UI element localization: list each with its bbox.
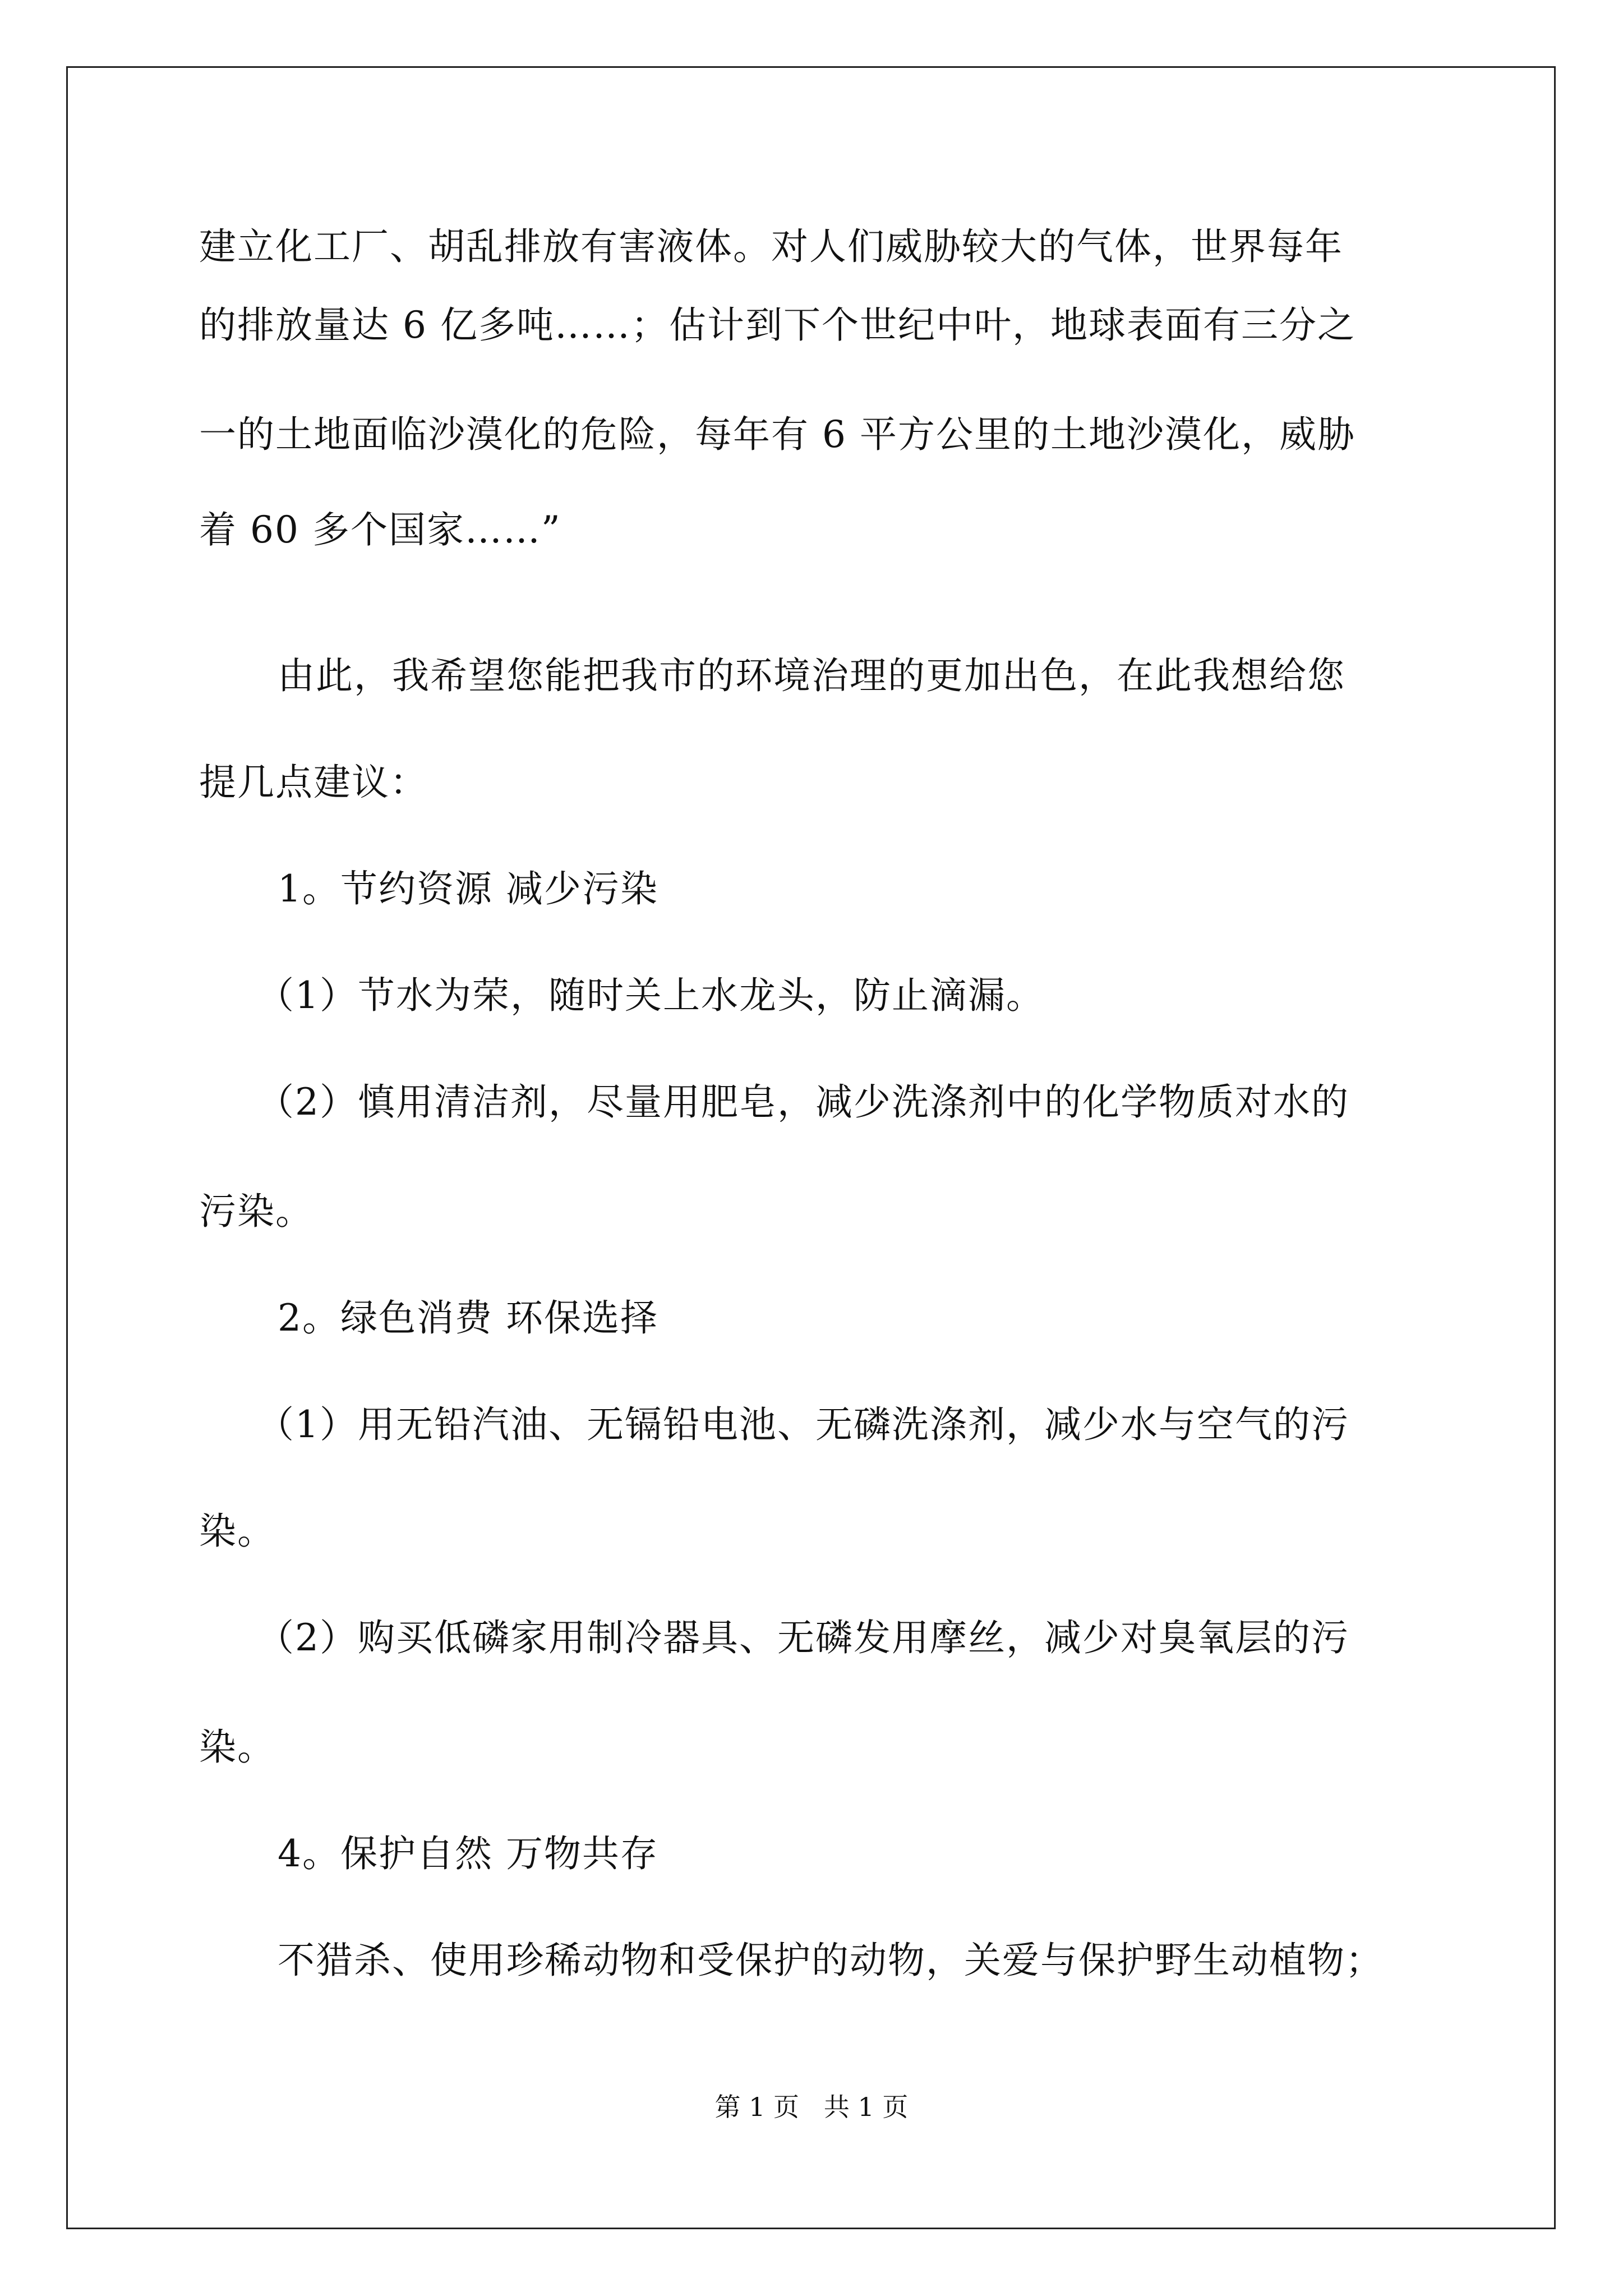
list-item-continuation: 染。 [199,1510,275,1553]
paragraph-line: 不猎杀、使用珍稀动物和受保护的动物，关爱与保护野生动植物； [278,1939,1384,1982]
body-text-line: 建立化工厂、胡乱排放有害液体。对人们威胁较大的气体，世界每年 [199,225,1343,268]
list-item: （1）节水为荣，随时关上水龙头，防止滴漏。 [257,974,1044,1017]
section-heading: 1。节约资源 减少污染 [278,867,658,910]
list-item-continuation: 染。 [199,1726,275,1769]
section-heading: 4。保护自然 万物共存 [278,1832,658,1875]
list-item: （1）用无铅汽油、无镉铅电池、无磷洗涤剂，减少水与空气的污 [257,1403,1349,1446]
list-item-continuation: 污染。 [199,1190,313,1233]
paragraph-line: 提几点建议： [199,761,428,804]
section-heading: 2。绿色消费 环保选择 [278,1296,658,1340]
body-text-line: 一的土地面临沙漠化的危险，每年有 6 平方公里的土地沙漠化，威胁 [199,413,1355,456]
body-text-line: 的排放量达 6 亿多吨……；估计到下个世纪中叶，地球表面有三分之 [199,303,1355,347]
body-text-line: 着 60 多个国家……” [199,508,561,551]
list-item: （2）慎用清洁剂，尽量用肥皂，减少洗涤剂中的化学物质对水的 [257,1080,1349,1124]
list-item: （2）购买低磷家用制冷器具、无磷发用摩丝，减少对臭氧层的污 [257,1616,1349,1659]
paragraph-line: 由此，我希望您能把我市的环境治理的更加出色，在此我想给您 [278,654,1345,697]
page-border [66,66,1556,2229]
page-footer: 第 1 页 共 1 页 [714,2092,909,2122]
